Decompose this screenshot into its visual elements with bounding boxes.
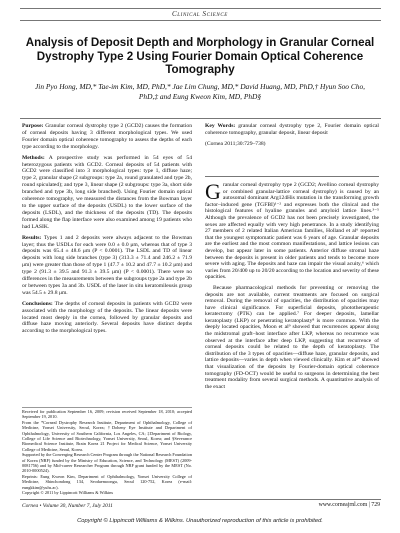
journal-info: Cornea • Volume 30, Number 7, July 2011 — [22, 503, 113, 509]
abstract-methods — [22, 155, 192, 231]
conclusions-text: The depths of corneal deposits in patients with GCD2 were associated with the morphology of the deposits. The linear deposits were located most deeply in the cornea, followed by granular deposits and diffuse haze moving anteriorly. Several deposits have distinct depths according to the morphological types. — [22, 300, 192, 335]
article-title: Analysis of Deposit Depth and Morphology in Granular Corneal Dystrophy Type 2 Using Fourier Domain Optical Coherence Tomography — [25, 36, 375, 77]
author-list: Jin Pyo Hong, MD,* Tae-im Kim, MD, PhD,* Jae Lim Chung, MD,* David Huang, MD, PhD,† Hyun Soo Cho, PhD,‡ and Eung Kweon Kim, MD, PhD§ — [34, 82, 365, 101]
page-separator: | — [368, 502, 370, 508]
footer-rule — [20, 499, 381, 500]
methods-label: Methods: — [22, 154, 45, 161]
abstract-conclusions — [22, 301, 192, 336]
footnote-reprints: Reprints: Eung Kweon Kim, Department of Ophthalmology, Yonsei University College of Medicine, Shinchondong 134, Seodaemoongu, Seoul 120-752, Korea (e-mail: eungkkim@yuhs.ac). — [22, 473, 192, 490]
body-text — [205, 179, 379, 394]
abstract-results — [22, 235, 192, 297]
keywords-label: Key Words: — [205, 123, 236, 129]
body-paragraph-1 — [205, 179, 379, 281]
abstract-left-column — [22, 123, 192, 339]
drop-cap: G — [205, 179, 221, 204]
abstract-right-column — [205, 123, 379, 152]
footnote-from: From the *Corneal Dystrophy Research Institute, Department of Ophthalmology, College of Medicine, Yonsei University, Seoul, Korea; †Doheny Eye Institute and Department of Ophthalmology, University of Southern California, Los Angeles, CA; ‡Department of Biology, College of Life Science and Biotechnology, Yonsei University, Seoul, Korea; and §Severance Biomedical Science Institute, Brain Korea 21 Project for Medical Science, Yonsei University College of Medicine, Seoul, Korea. — [22, 419, 192, 452]
header-rule-bottom — [20, 20, 381, 21]
footnote-rule — [22, 407, 192, 408]
citation: (Cornea 2011;30:729–738) — [205, 140, 266, 147]
conclusions-label: Conclusions: — [22, 300, 53, 307]
footnotes — [22, 409, 192, 496]
body-paragraph-2-text: Because pharmacological methods for preventing or removing the deposits are not available, current treatments are focused on surgical removal. During the removal of opacities, the distribution of opacities may have clinical significance. For superficial deposits, phototherapeutic keratectomy (PTK) can be applied.⁷ For deeper deposits, lamellar keratoplasty (LKP) or penetrating keratoplasty⁸ is more common. With the deeply located opacities, Moon et al⁹ showed that recurrences appear along the midstromal graft–host interface after LKP, whereas no recurrence was observed at the interface after deep LKP, suggesting that recurrence of corneal deposits could be related to the depth of keratoplasty. The distribution of the 3 types of opacities—diffuse haze, granular deposits, and lattice deposits—varies in depth when viewed clinically. Kim et al¹⁰ showed that visualization of the deposits by Fourier-domain optical coherence tomography (FD-OCT) would be useful to surgeons in determining the best treatment modality from several surgical methods. A quantitative analysis of the exact — [205, 284, 379, 390]
methods-text: A prospective study was performed in 54 eyes of 54 heterozygous patients with GCD2. Corneal deposits of 54 patients with GCD2 were classified into 3 morphological types: type 1, diffuse haze; type 2, granular shape (2 subgroups: type 2a, round granulated and type 2b, round spiculated); and type 3, linear shape (2 subgroups: type 3a, short side branched and type 3b, long side branched). Using Fourier domain optical coherence tomography, we measured the distances from the Bowman layer to the upper surface of the deposits (USDL) to the lower surface of the deposits (LSDL), and the thickness of the deposits (TD). The deposits formed along the flap interface were also examined among 19 patients who had LASIK. — [22, 154, 192, 230]
page-info — [300, 502, 380, 508]
footnote-received: Received for publication September 16, 2009; revision received September 18, 2010; accepted September 19, 2010. — [22, 409, 192, 420]
results-text: Types 1 and 2 deposits were always adjacent to the Bowman layer; thus the USDLs for each were 0.0 ± 0.0 μm, whereas that of type 3 deposits was 65.4 ± 48.6 μm (P < 0.0001). The LSDL and TD of linear deposits with long side branches (type 3) (313.3 ± 71.4 and 246.2 ± 71.9 μm) were greater than those of type 1 (47.7 ± 10.2 and 47.7 ± 10.2 μm) and type 2 (91.3 ± 39.5 and 91.3 ± 39.5 μm) (P < 0.0001). There were no differences in the measurements between the subgroups type 2a and type 2b or between types 3a and 3b. USDL of the laser in situ keratomileusis group was 54.5 ± 29.8 μm. — [22, 234, 192, 296]
purpose-text: Granular corneal dystrophy type 2 (GCD2) causes the formation of corneal deposits having 3 different morphological types. We used Fourier domain optical coherence tomography to assess the depths of each type according to the morphology. — [22, 123, 192, 150]
section-label: Clinical Science — [172, 10, 228, 18]
results-label: Results: — [22, 234, 42, 241]
header-rule — [20, 8, 381, 9]
copyright-notice: Copyright © Lippincott Williams & Wilkins. Unauthorized reproduction of this article is prohibited. — [77, 518, 323, 524]
page-number: 729 — [371, 502, 380, 508]
footnote-support: Supported by the Converging Research Center Program through the National Research Foundation of Korea (NRF) funded by the Ministry of Education, Science, and Technology (MEST) (2009-0081756) and by Mid-career Researcher Program through NRF grant funded by the MEST (No. 2010-0000524). — [22, 452, 192, 474]
purpose-label: Purpose: — [22, 123, 44, 129]
abstract-rule-bottom — [205, 176, 379, 177]
body-paragraph-1-text: ranular corneal dystrophy type 2 (GCD2; Avellino corneal dystrophy or combined granular-lattice corneal dystrophy) is caused by an autosomal dominant Arg124His mutation in the transforming growth factor–induced gene (TGFBI)¹⁻² and expresses both the clinical and the histological features of hyaline granules and amyloid lattice lines.³⁻⁵ Although the prevalence of GCD2 has not been precisely investigated, the sexes are affected equally with very high penetrance. In a study identifying 27 members of 2 related Italian American families, Holland et al⁶ reported that the youngest symptomatic patient was 6 years of age. Granular deposits are the earliest and the most common manifestations, and lattice lesions can develop, but appear later in some patients. Anterior diffuse stromal haze between the deposits is present in older patients and tends to become more severe with aging. The deposits and haze can impair the visual acuity,⁶ which varies from 20/400 up to 20/20 according to the location and severity of these opacities. — [205, 182, 379, 281]
abstract-keywords — [205, 123, 379, 137]
abstract-purpose — [22, 123, 192, 151]
body-paragraph-2 — [205, 285, 379, 391]
footnote-copyright: Copyright © 2011 by Lippincott Williams & Wilkins — [22, 490, 114, 496]
keywords-text: granular corneal dystrophy type 2, Fourier domain optical coherence tomography, granular deposit, linear deposit — [205, 123, 379, 136]
abstract-rule-top — [20, 118, 381, 119]
journal-site: www.corneajrnl.com — [318, 502, 368, 508]
